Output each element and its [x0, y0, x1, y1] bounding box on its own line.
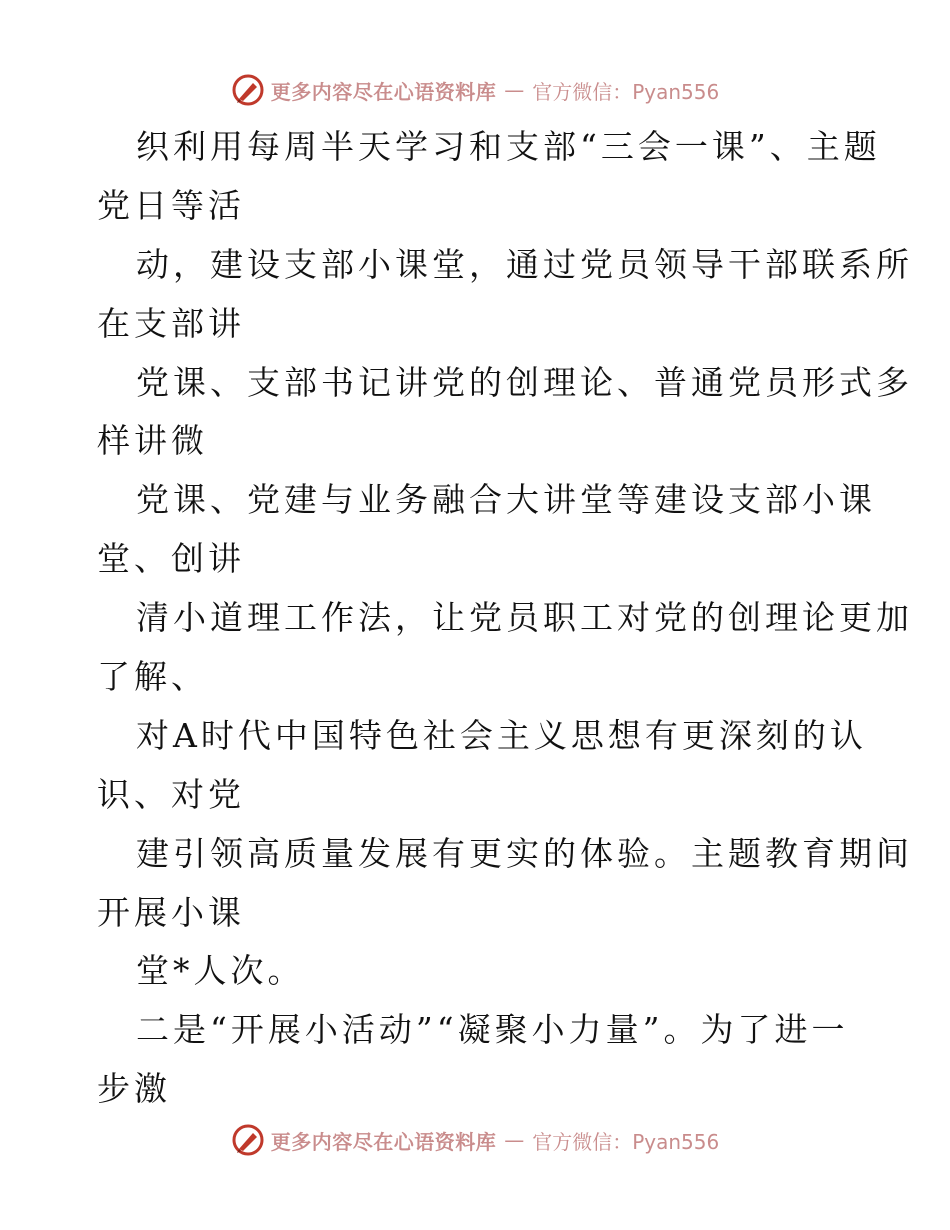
footer-watermark [0, 1120, 950, 1160]
pen-logo-icon [231, 1123, 265, 1157]
text-line: 党日等活 [97, 185, 245, 225]
text-line: 动，建设支部小课堂，通过党员领导干部联系所 [136, 244, 913, 284]
text-line: 清小道理工作法，让党员职工对党的创理论更加 [136, 598, 913, 638]
text-line: 建引领高质量发展有更实的体验。主题教育期间 [136, 833, 913, 873]
text-line: 织利用每周半天学习和支部“三会一课”、主题 [136, 127, 881, 166]
text-line: 堂*人次。 [136, 951, 305, 991]
watermark-site-text: 更多内容尽在心语资料库 [270, 1129, 497, 1154]
watermark-separator: — [504, 1128, 525, 1152]
text-line: 二是“开展小活动”“凝聚小力量”。为了进一 [136, 1010, 849, 1050]
pen-logo-icon [231, 73, 265, 107]
header-watermark [0, 70, 950, 110]
text-line: 识、对党 [97, 774, 245, 814]
document-body [97, 118, 913, 1119]
text-line: 对A时代中国特色社会主义思想有更深刻的认 [136, 715, 867, 755]
text-line: 步激 [97, 1069, 171, 1109]
text-line: 了解、 [97, 657, 208, 697]
text-line: 开展小课 [97, 892, 245, 932]
text-line: 样讲微 [97, 421, 208, 461]
text-line: 堂、创讲 [97, 539, 245, 579]
watermark-site-text: 更多内容尽在心语资料库 [270, 79, 497, 104]
watermark-separator: — [504, 78, 525, 102]
watermark-wechat-text: 官方微信：Pyan556 [532, 1129, 720, 1154]
text-line: 党课、党建与业务融合大讲堂等建设支部小课 [136, 480, 876, 520]
text-line: 在支部讲 [97, 303, 245, 343]
watermark-wechat-text: 官方微信：Pyan556 [532, 79, 720, 104]
text-line: 党课、支部书记讲党的创理论、普通党员形式多 [136, 362, 913, 402]
